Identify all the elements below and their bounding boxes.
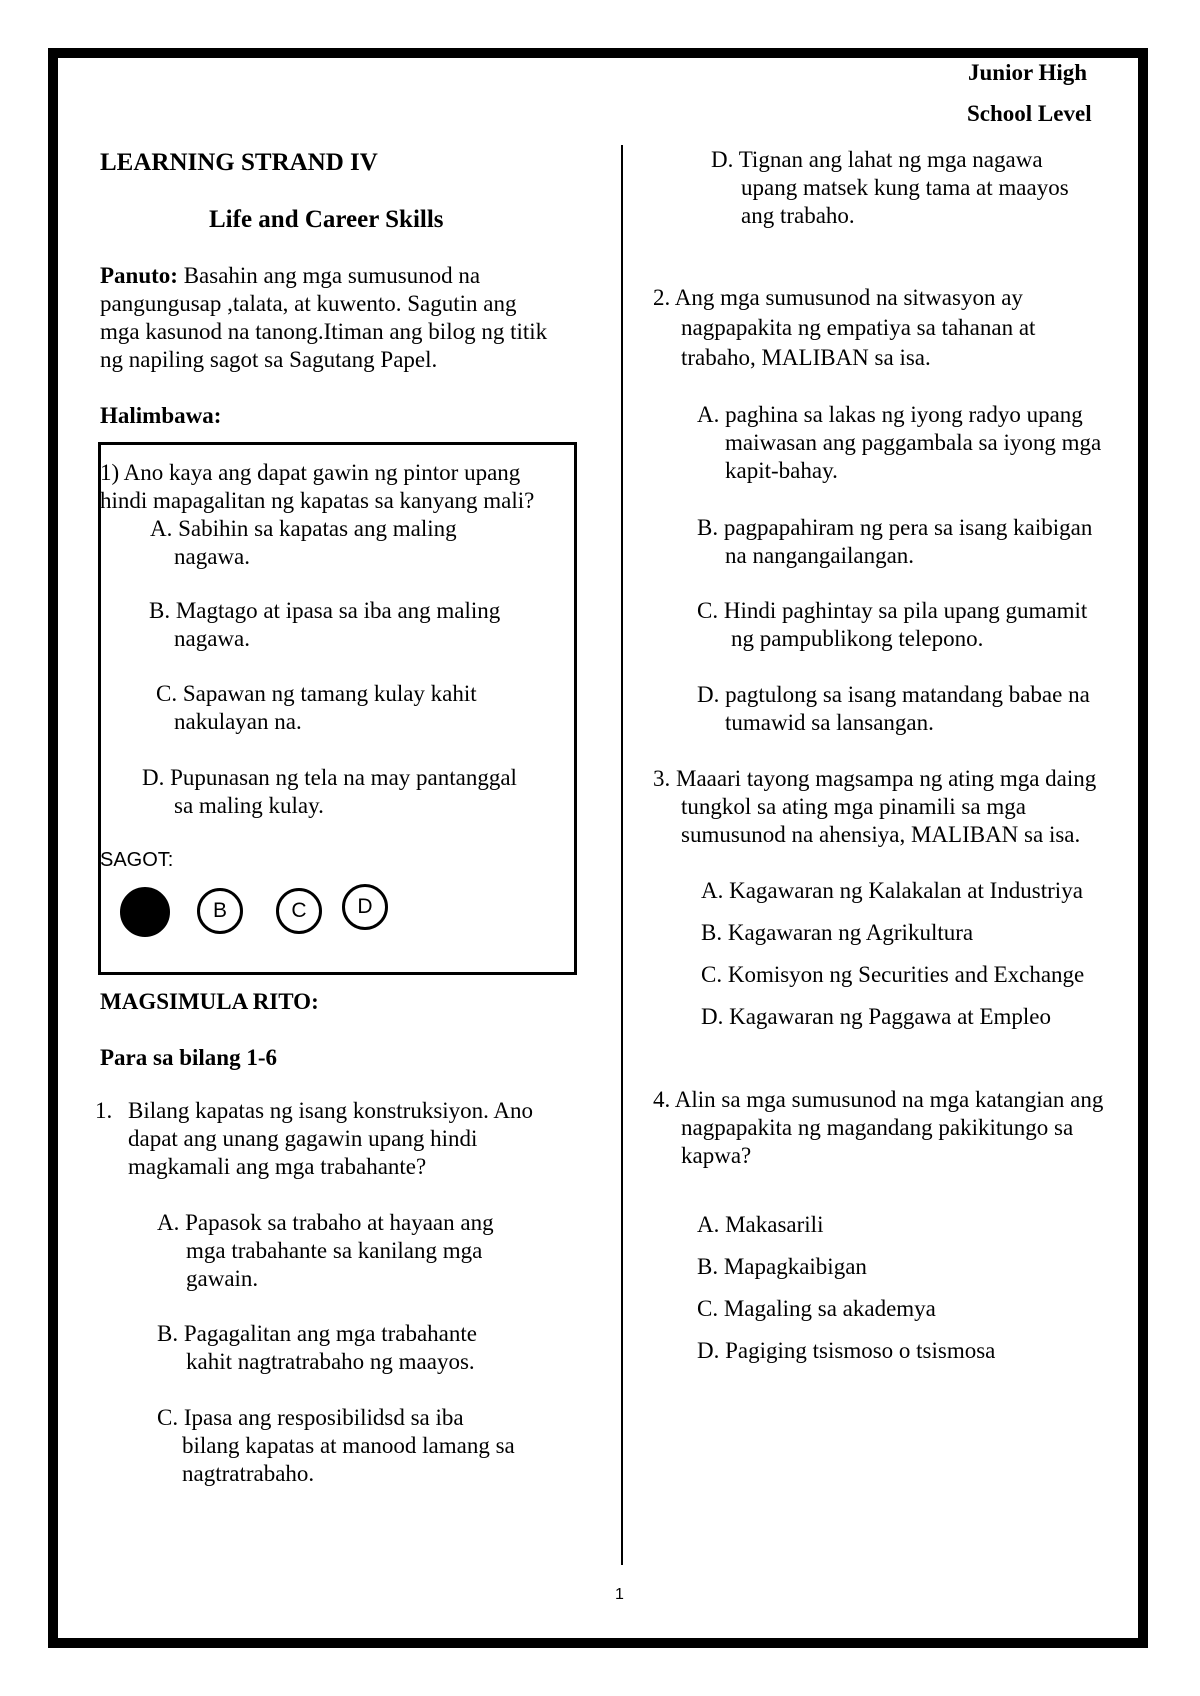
q2-choice-a: A. paghina sa lakas ng iyong radyo upang	[697, 402, 1083, 427]
start-heading: MAGSIMULA RITO:	[100, 989, 319, 1014]
q1-choice-c-cont-1: bilang kapatas at manood lamang sa	[182, 1433, 515, 1458]
instructions-line-4: ng napiling sagot sa Sagutang Papel.	[100, 347, 438, 372]
q3-choice-d: D. Kagawaran ng Paggawa at Empleo	[701, 1004, 1051, 1029]
q1-choice-b-cont: kahit nagtratrabaho ng maayos.	[186, 1349, 475, 1374]
page-title: LEARNING STRAND IV	[100, 149, 378, 176]
q1-choice-d: D. Tignan ang lahat ng mga nagawa	[711, 147, 1043, 172]
example-choice-c: C. Sapawan ng tamang kulay kahit	[156, 681, 477, 706]
instructions-label: Panuto:	[100, 263, 178, 288]
q3-choice-c: C. Komisyon ng Securities and Exchange	[701, 962, 1085, 987]
q1-choice-d-cont-1: upang matsek kung tama at maayos	[741, 175, 1069, 200]
q1-choice-a-cont-1: mga trabahante sa kanilang mga	[186, 1238, 483, 1263]
page-subtitle: Life and Career Skills	[209, 206, 444, 233]
example-question-line-1: 1) Ano kaya ang dapat gawin ng pintor upang	[100, 460, 521, 485]
q2-choice-c: C. Hindi paghintay sa pila upang gumamit	[697, 598, 1088, 623]
example-choice-d: D. Pupunasan ng tela na may pantanggal	[142, 765, 517, 790]
q3-choice-b: B. Kagawaran ng Agrikultura	[701, 920, 974, 945]
example-question-line-2: hindi mapagalitan ng kapatas sa kanyang mali?	[100, 488, 535, 513]
q2-choice-a-cont-1: maiwasan ang paggambala sa iyong mga	[725, 430, 1102, 455]
q1-line-2: dapat ang unang gagawin upang hindi	[128, 1126, 478, 1151]
q2-line-3: trabaho, MALIBAN sa isa.	[681, 345, 931, 370]
answer-bubble-c[interactable]: C	[276, 888, 322, 934]
q1-line-1: Bilang kapatas ng isang konstruksiyon. Ano	[128, 1098, 534, 1123]
q2-line-2: nagpapakita ng empatiya sa tahanan at	[681, 315, 1036, 340]
q4-line-3: kapwa?	[681, 1143, 752, 1168]
column-divider	[621, 145, 623, 1565]
level-line2: School Level	[967, 101, 1092, 126]
q1-line-3: magkamali ang mga trabahante?	[128, 1154, 427, 1179]
instructions-line-2: pangungusap ,talata, at kuwento. Sagutin ang	[100, 291, 517, 316]
q1-choice-a-cont-2: gawain.	[186, 1266, 259, 1291]
q4-choice-c: C. Magaling sa akademya	[697, 1296, 936, 1321]
q2-choice-d-cont: tumawid sa lansangan.	[725, 710, 934, 735]
example-choice-d-cont: sa maling kulay.	[174, 793, 324, 818]
q4-line-1: 4. Alin sa mga sumusunod na mga katangian ang	[653, 1087, 1104, 1112]
q4-choice-b: B. Mapagkaibigan	[697, 1254, 867, 1279]
q3-line-2: tungkol sa ating mga pinamili sa mga	[681, 794, 1026, 819]
q1-choice-b: B. Pagagalitan ang mga trabahante	[157, 1321, 477, 1346]
q4-choice-d: D. Pagiging tsismoso o tsismosa	[697, 1338, 996, 1363]
q2-choice-b-cont: na nangangailangan.	[725, 543, 915, 568]
q3-line-1: 3. Maaari tayong magsampa ng ating mga daing	[653, 766, 1097, 791]
q2-line-1: 2. Ang mga sumusunod na sitwasyon ay	[653, 285, 1023, 310]
example-choice-a: A. Sabihin sa kapatas ang maling	[150, 516, 457, 541]
q1-choice-c: C. Ipasa ang resposibilidsd sa iba	[157, 1405, 464, 1430]
page-number: 1	[615, 1586, 624, 1603]
q1-choice-d-cont-2: ang trabaho.	[741, 203, 855, 228]
q1-choice-c-cont-2: nagtratrabaho.	[182, 1461, 315, 1486]
q1-number: 1.	[95, 1098, 113, 1123]
q3-line-3: sumusunod na ahensiya, MALIBAN sa isa.	[681, 822, 1081, 847]
q4-line-2: nagpapakita ng magandang pakikitungo sa	[681, 1115, 1074, 1140]
example-choice-b-cont: nagawa.	[174, 626, 250, 651]
answer-label: SAGOT:	[100, 849, 174, 871]
q3-choice-a: A. Kagawaran ng Kalakalan at Industriya	[701, 878, 1083, 903]
example-heading: Halimbawa:	[100, 403, 222, 428]
q2-choice-c-cont: ng pampublikong telepono.	[731, 626, 984, 651]
example-choice-b: B. Magtago at ipasa sa iba ang maling	[149, 598, 501, 623]
answer-bubble-a-filled[interactable]	[120, 887, 170, 937]
q2-choice-a-cont-2: kapit-bahay.	[725, 458, 838, 483]
q1-choice-a: A. Papasok sa trabaho at hayaan ang	[157, 1210, 494, 1235]
range-heading: Para sa bilang 1-6	[100, 1045, 277, 1070]
q2-choice-b: B. pagpapahiram ng pera sa isang kaibigan	[697, 515, 1093, 540]
instructions-line-3: mga kasunod na tanong.Itiman ang bilog ng titik	[100, 319, 548, 344]
level-line1: Junior High	[968, 60, 1088, 85]
q4-choice-a: A. Makasarili	[697, 1212, 824, 1237]
example-choice-c-cont: nakulayan na.	[174, 709, 302, 734]
answer-bubble-b[interactable]: B	[197, 888, 243, 934]
example-choice-a-cont: nagawa.	[174, 544, 250, 569]
q2-choice-d: D. pagtulong sa isang matandang babae na	[697, 682, 1090, 707]
answer-bubble-d[interactable]: D	[342, 884, 388, 930]
instructions-line-1: Panuto: Basahin ang mga sumusunod na	[100, 263, 481, 288]
